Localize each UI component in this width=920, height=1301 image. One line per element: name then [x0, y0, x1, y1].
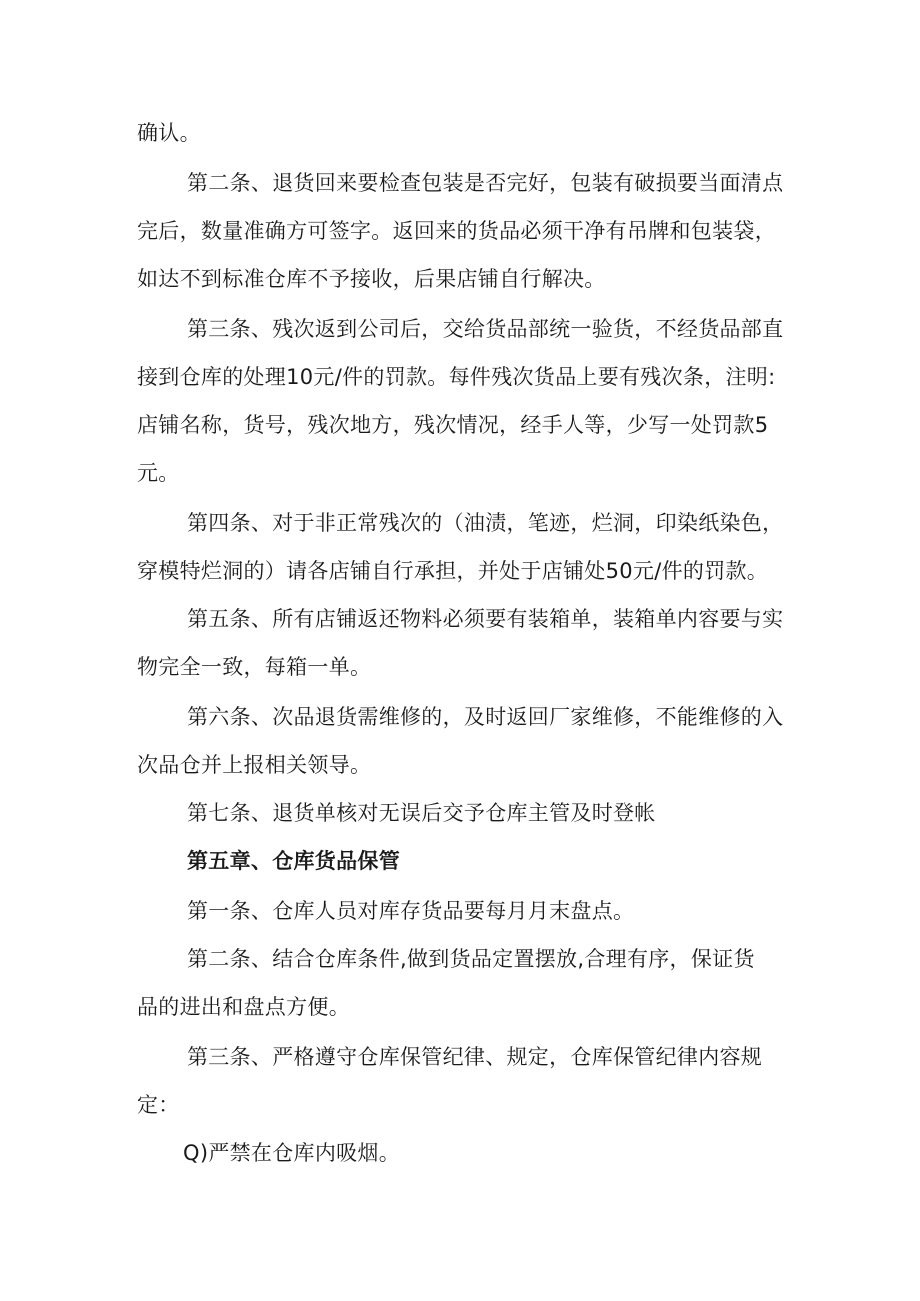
text-line: 完后，数量准确方可签字。返回来的货品必须干净有吊牌和包装袋，: [137, 219, 776, 243]
text-line: 物完全一致，每箱一单。: [137, 655, 372, 679]
text-line: 第五条、所有店铺返还物料必须要有装箱单，装箱单内容要与实: [187, 607, 784, 631]
text-line: 如达不到标准仓库不予接收，后果店铺自行解决。: [137, 267, 606, 291]
text-line: 第七条、退货单核对无误后交予仓库主管及时登帐: [187, 801, 656, 825]
text-line: 第一条、仓库人员对库存货品要每月月末盘点。: [187, 899, 635, 923]
text-line: 第二条、退货回来要检查包装是否完好，包装有破损要当面清点: [187, 171, 784, 195]
text-line: 确认。: [137, 121, 201, 145]
text-line: 元。: [137, 461, 180, 485]
text-line: 品的进出和盘点方便。: [137, 995, 350, 1019]
text-line: 定：: [137, 1093, 180, 1117]
text-line: 穿模特烂洞的）请各店铺自行承担，并处于店铺处50元/件的罚款。: [137, 559, 769, 583]
text-line: 第二条、结合仓库条件,做到货品定置摆放,合理有序，保证货: [187, 947, 755, 971]
chapter-heading: 第五章、仓库货品保管: [187, 849, 400, 873]
text-line: Q)严禁在仓库内吸烟。: [183, 1141, 401, 1165]
text-line: 第三条、严格遵守仓库保管纪律、规定，仓库保管纪律内容规: [187, 1045, 763, 1069]
text-line: 接到仓库的处理10元/件的罚款。每件残次货品上要有残次条，注明:: [137, 365, 776, 389]
text-line: 第三条、残次返到公司后，交给货品部统一验货，不经货品部直: [187, 317, 784, 341]
text-line: 次品仓并上报相关领导。: [137, 753, 372, 777]
text-line: 第四条、对于非正常残次的（油渍，笔迹，烂洞，印染纸染色，: [187, 511, 784, 535]
text-line: 店铺名称，货号，残次地方，残次情况，经手人等，少写一处罚款5: [137, 413, 769, 437]
text-line: 第六条、次品退货需维修的，及时返回厂家维修，不能维修的入: [187, 705, 784, 729]
